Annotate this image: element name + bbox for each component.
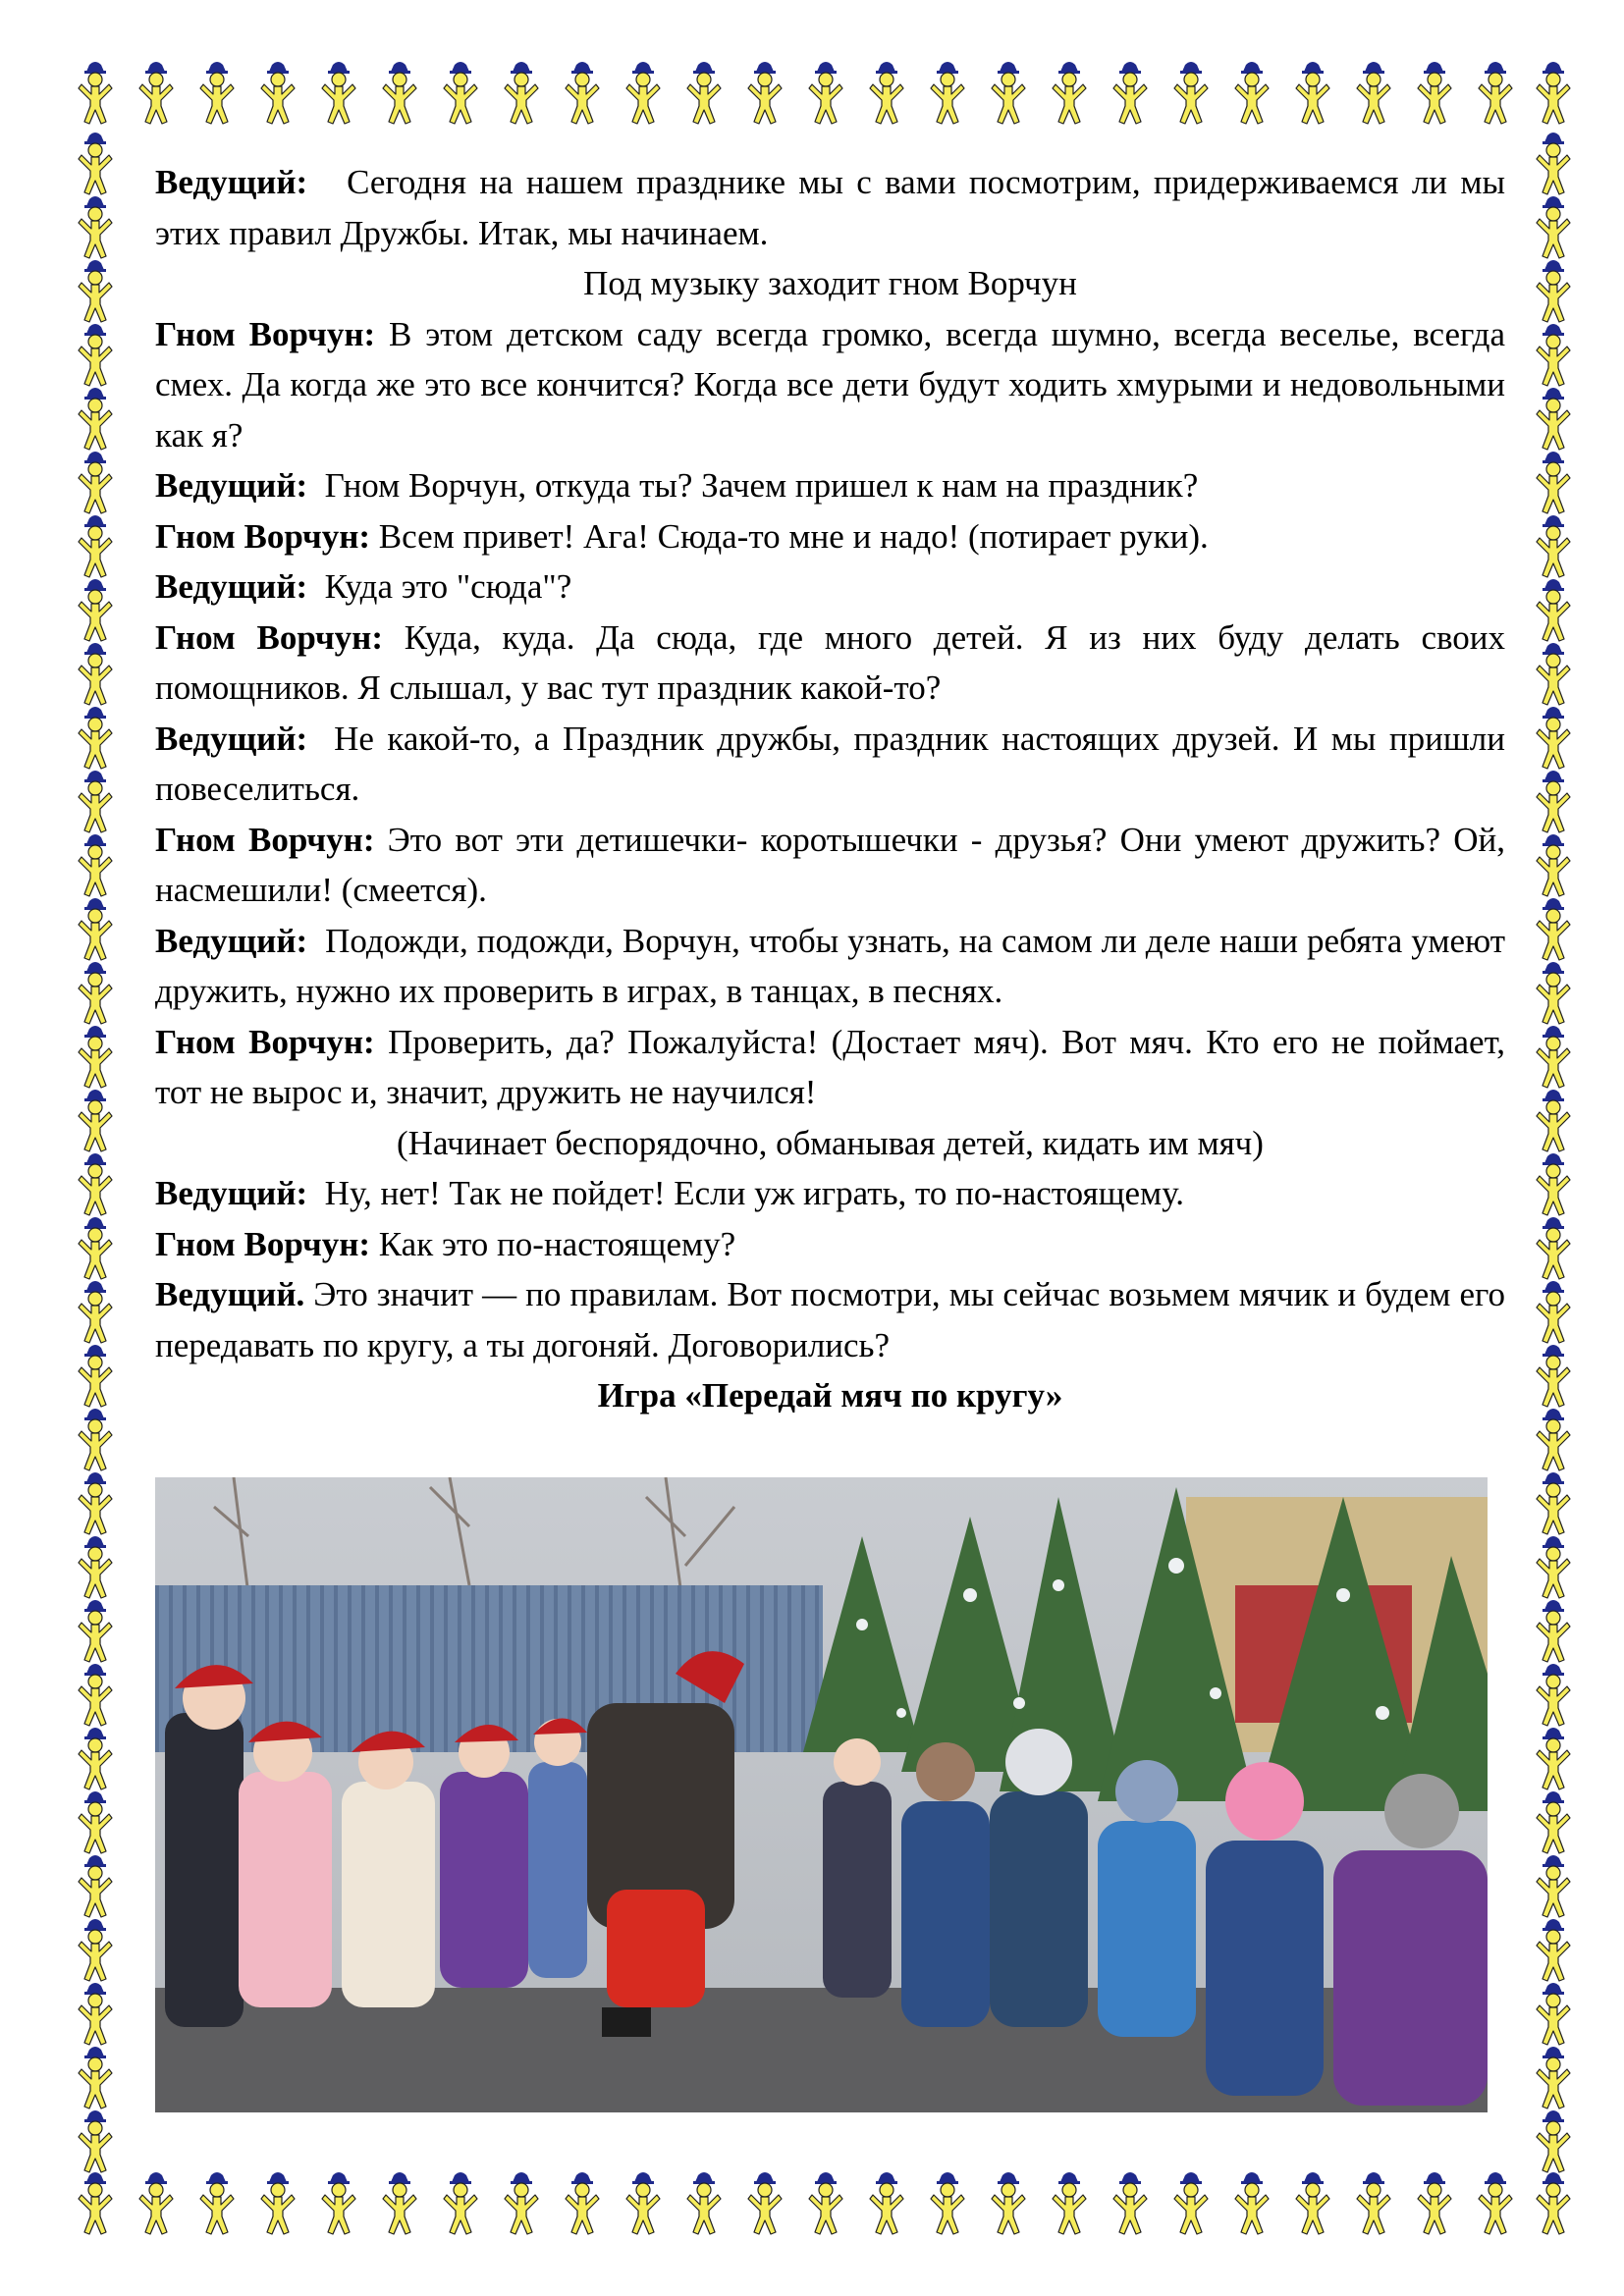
line-text: В этом детском саду всегда громко, всегда шумно, всегда веселье, всегда смех. Да когда же это все кончится? Когда все дети будут ходить хмурыми и недовольными как я? <box>155 314 1505 454</box>
line-text: Куда, куда. Да сюда, где много детей. Я из них буду делать своих помощников. Я слышал, у вас тут праздник какой-то? <box>155 617 1505 707</box>
line-text: Это значит — по правилам. Вот посмотри, мы сейчас возьмем мячик и будем его передавать по кругу, а ты догоняй. Договорились? <box>155 1275 1505 1364</box>
speaker-label: Ведущий: <box>155 163 308 201</box>
dialogue-line <box>155 511 1505 562</box>
line-text: Ну, нет! Так не пойдет! Если уж играть, то по-настоящему. <box>307 1174 1184 1212</box>
speaker-label: Гном Ворчун: <box>155 617 383 657</box>
border-right-column <box>1537 133 1570 2172</box>
dialogue-line <box>155 1017 1505 1118</box>
speaker-label: Гном Ворчун: <box>155 1022 375 1061</box>
line-text: Всем привет! Ага! Сюда-то мне и надо! (потирает руки). <box>370 516 1209 556</box>
line-text: Гном Ворчун, откуда ты? Зачем пришел к нам на праздник? <box>307 466 1199 505</box>
speaker-label: Ведущий. <box>155 1275 305 1313</box>
line-text: Проверить, да? Пожалуйста! (Достает мяч). Вот мяч. Кто его не поймает, тот не вырос и, значит, дружить не научился! <box>155 1022 1505 1111</box>
dialogue-line <box>155 815 1505 916</box>
dialogue-line <box>155 1168 1505 1219</box>
game-title: Игра «Передай мяч по кругу» <box>597 1376 1063 1415</box>
border-top-row <box>79 62 1570 124</box>
script-text <box>155 157 1514 1421</box>
border-left-column <box>79 133 112 2172</box>
speaker-label: Гном Ворчун: <box>155 314 376 353</box>
line-text: Подожди, подожди, Ворчун, чтобы узнать, на самом ли деле наши ребята умеют дружить, нужно их проверить в играх, в танцах, в песнях. <box>155 921 1514 1010</box>
dialogue-line <box>155 1269 1505 1370</box>
line-text: Сегодня на нашем празднике мы с вами посмотрим, придерживаемся ли мы этих правил Дружбы. Итак, мы начинаем. <box>155 163 1514 252</box>
speaker-label: Ведущий: <box>155 567 308 606</box>
dialogue-line <box>155 613 1505 714</box>
speaker-label: Ведущий: <box>155 1174 308 1212</box>
speaker-label: Ведущий: <box>155 719 308 758</box>
stage-direction: (Начинает беспорядочно, обманывая детей, кидать им мяч) <box>397 1123 1264 1162</box>
speaker-label: Гном Ворчун: <box>155 516 371 556</box>
line-text: Не какой-то, а Праздник дружбы, праздник настоящих друзей. И мы пришли повеселиться. <box>155 719 1514 808</box>
line-text: Как это по-настоящему? <box>370 1224 736 1263</box>
dialogue-line <box>155 714 1514 815</box>
dialogue-line <box>155 460 1505 511</box>
speaker-label: Ведущий: <box>155 466 308 505</box>
speaker-label: Гном Ворчун: <box>155 1224 371 1263</box>
line-text: Куда это "сюда"? <box>307 567 572 606</box>
dialogue-line <box>155 916 1514 1017</box>
speaker-label: Ведущий: <box>155 921 308 960</box>
dialogue-line <box>155 309 1505 461</box>
line-text: Это вот эти детишечки- коротышечки - друзья? Они умеют дружить? Ой, насмешили! (смеется). <box>155 820 1505 909</box>
event-photo <box>155 1477 1488 2112</box>
speaker-label: Гном Ворчун: <box>155 820 375 859</box>
dialogue-line <box>155 561 1505 613</box>
dialogue-line <box>155 157 1514 258</box>
dialogue-line <box>155 1219 1505 1270</box>
stage-direction: Под музыку заходит гном Ворчун <box>583 264 1077 302</box>
border-bottom-row <box>79 2172 1570 2234</box>
